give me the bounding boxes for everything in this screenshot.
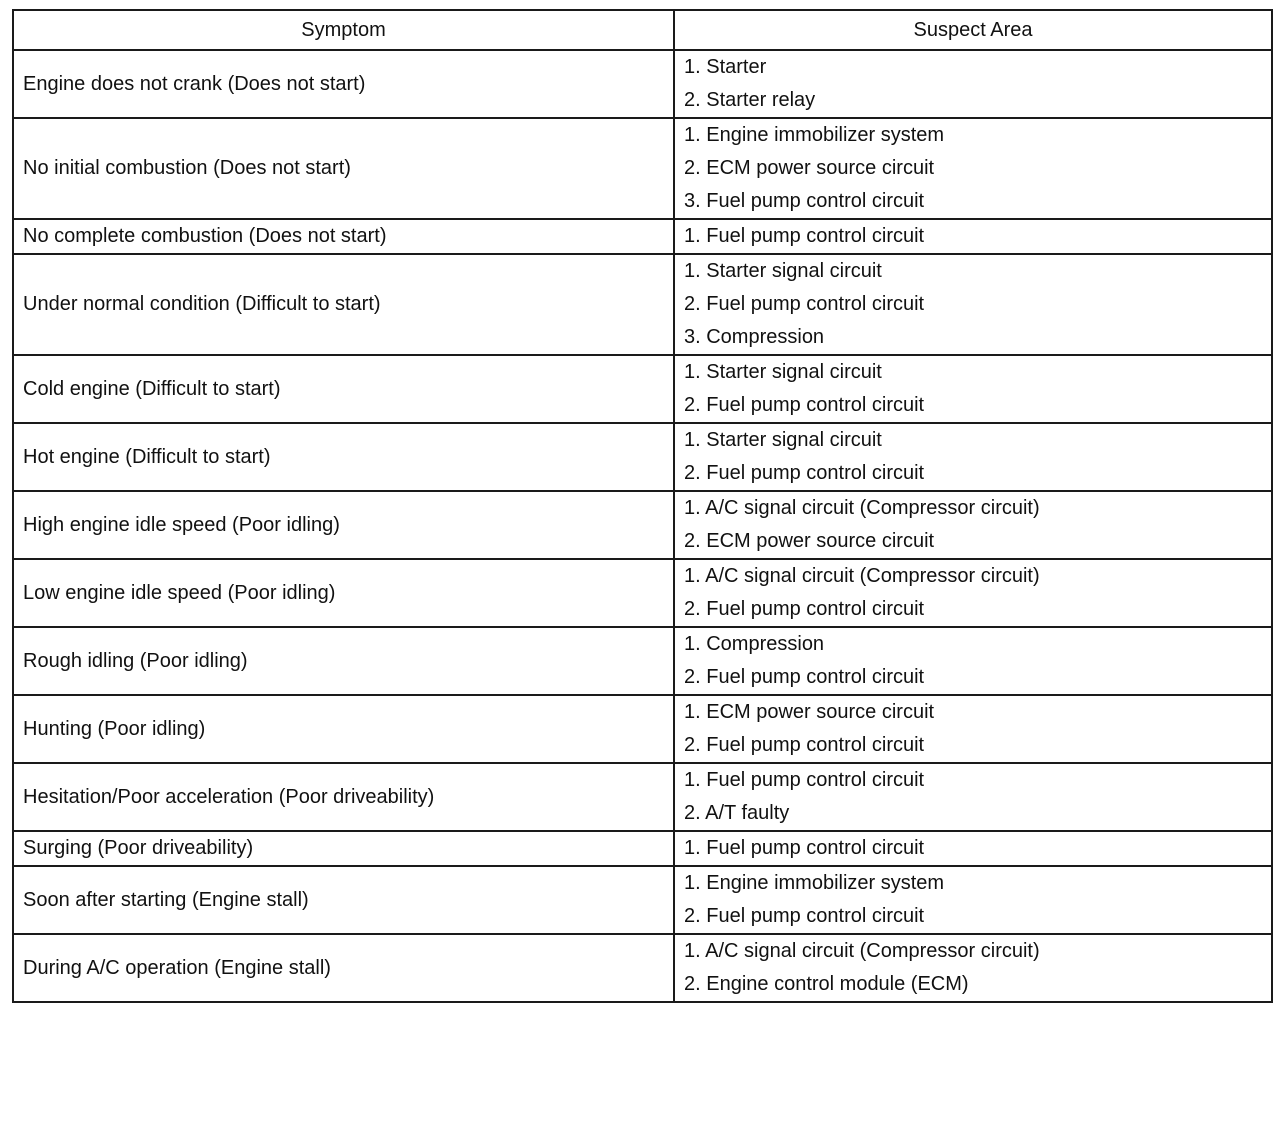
suspect-area-cell [674,934,1272,1002]
suspect-area-cell [674,118,1272,219]
suspect-area-cell [674,50,1272,118]
suspect-area-cell [674,423,1272,491]
table-row [13,423,1272,491]
symptom-cell: Cold engine (Difficult to start) [13,355,674,423]
symptom-cell: Hesitation/Poor acceleration (Poor driveability) [13,763,674,831]
suspect-area-cell [674,866,1272,934]
suspect-area-item: 1. Starter [684,56,767,78]
suspect-area-item: 1. Engine immobilizer system [684,124,945,146]
table-row [13,695,1272,763]
table-row [13,254,1272,355]
symptom-cell: Under normal condition (Difficult to start) [13,254,674,355]
suspect-area-item: 2. Fuel pump control circuit [684,734,925,756]
table-row [13,491,1272,559]
symptom-cell: Hot engine (Difficult to start) [13,423,674,491]
suspect-area-cell [674,355,1272,423]
suspect-area-item: 2. Fuel pump control circuit [684,598,925,620]
symptom-cell: Surging (Poor driveability) [13,831,674,866]
suspect-area-item: 2. Fuel pump control circuit [684,394,925,416]
suspect-area-cell [674,254,1272,355]
suspect-area-item: 1. Engine immobilizer system [684,872,945,894]
table-row [13,763,1272,831]
table-row [13,559,1272,627]
symptom-table [12,9,1273,1003]
table-row [13,219,1272,254]
table-row [13,118,1272,219]
suspect-area-item: 1. Compression [684,633,825,655]
suspect-area-item: 2. Fuel pump control circuit [684,462,925,484]
suspect-area-item: 2. Engine control module (ECM) [684,973,969,995]
suspect-area-item: 1. ECM power source circuit [684,701,935,723]
symptom-cell: No initial combustion (Does not start) [13,118,674,219]
table-body [13,50,1272,1002]
table-header [13,10,1272,50]
suspect-area-cell [674,491,1272,559]
table-row [13,934,1272,1002]
suspect-area-item: 1. Starter signal circuit [684,361,882,383]
suspect-area-cell [674,219,1272,254]
suspect-area-cell [674,763,1272,831]
suspect-area-cell [674,559,1272,627]
symptom-cell: Low engine idle speed (Poor idling) [13,559,674,627]
symptom-cell: Soon after starting (Engine stall) [13,866,674,934]
suspect-area-item: 1. Fuel pump control circuit [684,769,925,791]
suspect-area-item: 1. Starter signal circuit [684,260,882,282]
suspect-area-item: 2. Starter relay [684,89,816,111]
table-row [13,50,1272,118]
suspect-area-cell [674,695,1272,763]
suspect-area-item: 1. A/C signal circuit (Compressor circuit) [684,940,1040,962]
table-row [13,866,1272,934]
symptom-cell: Rough idling (Poor idling) [13,627,674,695]
suspect-area-cell [674,831,1272,866]
symptom-cell: High engine idle speed (Poor idling) [13,491,674,559]
suspect-area-item: 2. Fuel pump control circuit [684,666,925,688]
table-row [13,627,1272,695]
suspect-area-item: 2. Fuel pump control circuit [684,905,925,927]
suspect-area-item: 1. A/C signal circuit (Compressor circuit) [684,497,1040,519]
suspect-area-cell [674,627,1272,695]
table-row [13,831,1272,866]
symptom-cell: Hunting (Poor idling) [13,695,674,763]
symptom-cell: Engine does not crank (Does not start) [13,50,674,118]
suspect-area-item: 1. A/C signal circuit (Compressor circuit) [684,565,1040,587]
suspect-area-item: 1. Starter signal circuit [684,429,882,451]
symptom-cell: During A/C operation (Engine stall) [13,934,674,1002]
symptom-cell: No complete combustion (Does not start) [13,219,674,254]
header-row [13,10,1272,50]
suspect-area-item: 2. A/T faulty [684,802,790,824]
suspect-area-item: 3. Compression [684,326,825,348]
header-symptom: Symptom [13,10,674,50]
suspect-area-item: 2. Fuel pump control circuit [684,293,925,315]
suspect-area-item: 3. Fuel pump control circuit [684,190,925,212]
suspect-area-item: 1. Fuel pump control circuit [684,837,925,859]
suspect-area-item: 2. ECM power source circuit [684,157,935,179]
suspect-area-item: 2. ECM power source circuit [684,530,935,552]
header-suspect-area: Suspect Area [674,10,1272,50]
suspect-area-item: 1. Fuel pump control circuit [684,225,925,247]
table-row [13,355,1272,423]
